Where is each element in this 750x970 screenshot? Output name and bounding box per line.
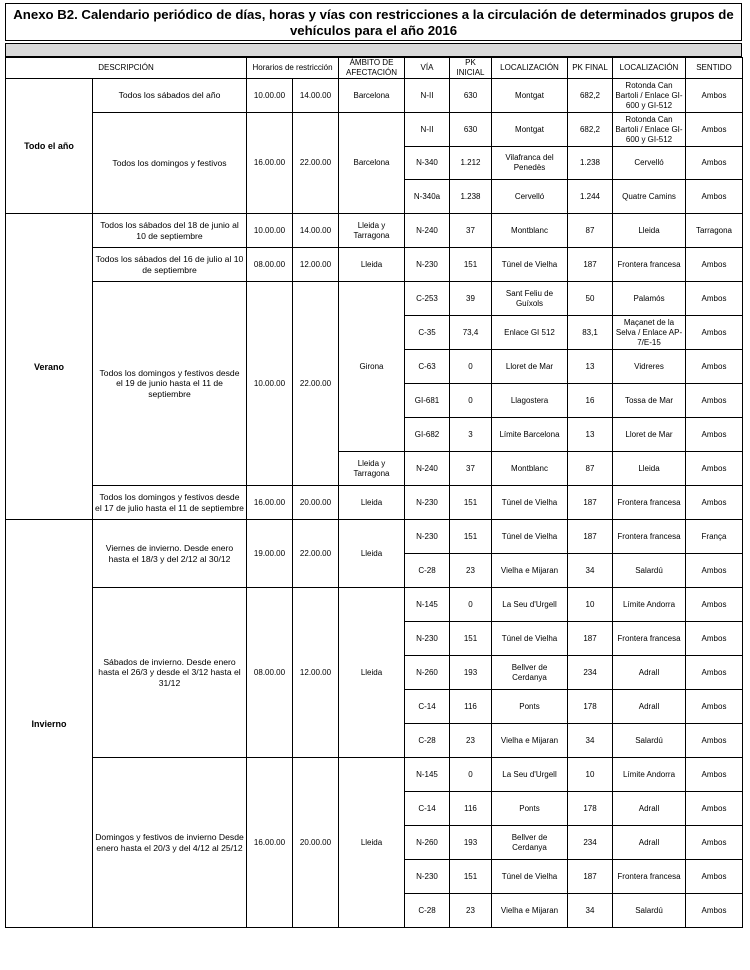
sentido-cell: Ambos bbox=[686, 486, 743, 520]
via-cell: N-230 bbox=[405, 486, 450, 520]
start-time-cell: 16.00.00 bbox=[247, 113, 293, 214]
localizacion-final-cell: Salardú bbox=[613, 554, 686, 588]
via-cell: C-28 bbox=[405, 554, 450, 588]
localizacion-final-cell: Tossa de Mar bbox=[613, 384, 686, 418]
end-time-cell: 20.00.00 bbox=[293, 758, 339, 928]
header-horarios: Horarios de restricción bbox=[247, 58, 339, 79]
document-title: Anexo B2. Calendario periódico de días, horas y vías con restricciones a la circulación de determinados grupos de vehículos para el año 2016 bbox=[5, 3, 742, 41]
localizacion-final-cell: Adrall bbox=[613, 826, 686, 860]
localizacion-inicial-cell: Enlace GI 512 bbox=[492, 316, 568, 350]
start-time-cell: 08.00.00 bbox=[247, 588, 293, 758]
sentido-cell: Ambos bbox=[686, 147, 743, 180]
start-time-cell: 19.00.00 bbox=[247, 520, 293, 588]
start-time-cell: 16.00.00 bbox=[247, 486, 293, 520]
pk-inicial-cell: 151 bbox=[450, 486, 492, 520]
pk-inicial-cell: 1.238 bbox=[450, 180, 492, 214]
sentido-cell: Ambos bbox=[686, 113, 743, 147]
localizacion-final-cell: Adrall bbox=[613, 792, 686, 826]
table-row bbox=[6, 113, 743, 147]
pk-inicial-cell: 23 bbox=[450, 554, 492, 588]
description-cell: Todos los sábados del 16 de julio al 10 de septiembre bbox=[93, 248, 247, 282]
ambito-cell: Barcelona bbox=[339, 79, 405, 113]
end-time-cell: 14.00.00 bbox=[293, 214, 339, 248]
description-cell: Todos los sábados del 18 de junio al 10 de septiembre bbox=[93, 214, 247, 248]
localizacion-final-cell: Vidreres bbox=[613, 350, 686, 384]
via-cell: C-14 bbox=[405, 690, 450, 724]
localizacion-final-cell: Adrall bbox=[613, 656, 686, 690]
localizacion-final-cell: Maçanet de la Selva / Enlace AP-7/E-15 bbox=[613, 316, 686, 350]
pk-inicial-cell: 1.212 bbox=[450, 147, 492, 180]
pk-inicial-cell: 151 bbox=[450, 860, 492, 894]
ambito-cell: Lleida y Tarragona bbox=[339, 214, 405, 248]
pk-inicial-cell: 193 bbox=[450, 656, 492, 690]
via-cell: N-340a bbox=[405, 180, 450, 214]
localizacion-inicial-cell: Sant Feliu de Guíxols bbox=[492, 282, 568, 316]
localizacion-inicial-cell: Vielha e Mijaran bbox=[492, 894, 568, 928]
localizacion-inicial-cell: Túnel de Vielha bbox=[492, 860, 568, 894]
pk-inicial-cell: 116 bbox=[450, 792, 492, 826]
via-cell: N-230 bbox=[405, 248, 450, 282]
pk-final-cell: 10 bbox=[568, 588, 613, 622]
pk-final-cell: 87 bbox=[568, 214, 613, 248]
start-time-cell: 16.00.00 bbox=[247, 758, 293, 928]
localizacion-inicial-cell: Montblanc bbox=[492, 452, 568, 486]
start-time-cell: 10.00.00 bbox=[247, 79, 293, 113]
sentido-cell: Tarragona bbox=[686, 214, 743, 248]
table-row bbox=[6, 79, 743, 113]
sentido-cell: Ambos bbox=[686, 588, 743, 622]
sentido-cell: França bbox=[686, 520, 743, 554]
pk-final-cell: 187 bbox=[568, 622, 613, 656]
sentido-cell: Ambos bbox=[686, 724, 743, 758]
pk-final-cell: 34 bbox=[568, 894, 613, 928]
via-cell: N-340 bbox=[405, 147, 450, 180]
end-time-cell: 14.00.00 bbox=[293, 79, 339, 113]
sentido-cell: Ambos bbox=[686, 622, 743, 656]
sentido-cell: Ambos bbox=[686, 248, 743, 282]
description-cell: Todos los domingos y festivos desde el 17 de julio hasta el 11 de septiembre bbox=[93, 486, 247, 520]
via-cell: N-230 bbox=[405, 520, 450, 554]
ambito-cell: Lleida bbox=[339, 520, 405, 588]
season-cell: Todo el año bbox=[6, 79, 93, 214]
localizacion-inicial-cell: La Seu d'Urgell bbox=[492, 588, 568, 622]
header-localizacion-final: LOCALIZACIÓN bbox=[613, 58, 686, 79]
localizacion-final-cell: Frontera francesa bbox=[613, 860, 686, 894]
header-via: VÍA bbox=[405, 58, 450, 79]
sentido-cell: Ambos bbox=[686, 894, 743, 928]
localizacion-inicial-cell: Lloret de Mar bbox=[492, 350, 568, 384]
sentido-cell: Ambos bbox=[686, 656, 743, 690]
end-time-cell: 22.00.00 bbox=[293, 113, 339, 214]
table-row bbox=[6, 588, 743, 622]
header-localizacion-inicial: LOCALIZACIÓN bbox=[492, 58, 568, 79]
pk-final-cell: 1.238 bbox=[568, 147, 613, 180]
table-row bbox=[6, 758, 743, 792]
ambito-cell: Lleida bbox=[339, 486, 405, 520]
localizacion-final-cell: Rotonda Can Bartoli / Enlace GI-600 y GI-512 bbox=[613, 79, 686, 113]
description-cell: Sábados de invierno. Desde enero hasta el 26/3 y desde el 3/12 hasta el 31/12 bbox=[93, 588, 247, 758]
start-time-cell: 08.00.00 bbox=[247, 248, 293, 282]
pk-final-cell: 10 bbox=[568, 758, 613, 792]
pk-final-cell: 187 bbox=[568, 860, 613, 894]
header-ambito: ÁMBITO DE AFECTACIÓN bbox=[339, 58, 405, 79]
via-cell: C-63 bbox=[405, 350, 450, 384]
sentido-cell: Ambos bbox=[686, 554, 743, 588]
via-cell: C-35 bbox=[405, 316, 450, 350]
localizacion-inicial-cell: Vielha e Mijaran bbox=[492, 554, 568, 588]
separator-bar bbox=[5, 43, 742, 57]
pk-inicial-cell: 116 bbox=[450, 690, 492, 724]
pk-inicial-cell: 630 bbox=[450, 113, 492, 147]
pk-final-cell: 1.244 bbox=[568, 180, 613, 214]
ambito-cell: Lleida y Tarragona bbox=[339, 452, 405, 486]
ambito-cell: Lleida bbox=[339, 248, 405, 282]
localizacion-final-cell: Frontera francesa bbox=[613, 520, 686, 554]
sentido-cell: Ambos bbox=[686, 860, 743, 894]
header-descripcion: DESCRIPCIÓN bbox=[6, 58, 247, 79]
localizacion-inicial-cell: Montgat bbox=[492, 113, 568, 147]
sentido-cell: Ambos bbox=[686, 282, 743, 316]
pk-inicial-cell: 23 bbox=[450, 724, 492, 758]
localizacion-final-cell: Salardú bbox=[613, 894, 686, 928]
pk-final-cell: 234 bbox=[568, 656, 613, 690]
localizacion-inicial-cell: Llagostera bbox=[492, 384, 568, 418]
table-row bbox=[6, 214, 743, 248]
ambito-cell: Girona bbox=[339, 282, 405, 452]
localizacion-final-cell: Límite Andorra bbox=[613, 588, 686, 622]
localizacion-inicial-cell: Ponts bbox=[492, 792, 568, 826]
pk-inicial-cell: 0 bbox=[450, 384, 492, 418]
localizacion-inicial-cell: Túnel de Vielha bbox=[492, 248, 568, 282]
pk-final-cell: 187 bbox=[568, 520, 613, 554]
localizacion-inicial-cell: Bellver de Cerdanya bbox=[492, 656, 568, 690]
via-cell: C-253 bbox=[405, 282, 450, 316]
sentido-cell: Ambos bbox=[686, 452, 743, 486]
localizacion-final-cell: Cervelló bbox=[613, 147, 686, 180]
localizacion-final-cell: Límite Andorra bbox=[613, 758, 686, 792]
pk-final-cell: 87 bbox=[568, 452, 613, 486]
localizacion-inicial-cell: Vilafranca del Penedès bbox=[492, 147, 568, 180]
sentido-cell: Ambos bbox=[686, 350, 743, 384]
via-cell: C-28 bbox=[405, 724, 450, 758]
localizacion-inicial-cell: Vielha e Mijaran bbox=[492, 724, 568, 758]
localizacion-final-cell: Palamós bbox=[613, 282, 686, 316]
description-cell: Todos los sábados del año bbox=[93, 79, 247, 113]
localizacion-final-cell: Lleida bbox=[613, 214, 686, 248]
pk-final-cell: 83,1 bbox=[568, 316, 613, 350]
pk-inicial-cell: 151 bbox=[450, 248, 492, 282]
via-cell: GI-681 bbox=[405, 384, 450, 418]
localizacion-final-cell: Rotonda Can Bartoli / Enlace GI-600 y GI-512 bbox=[613, 113, 686, 147]
sentido-cell: Ambos bbox=[686, 758, 743, 792]
via-cell: N-II bbox=[405, 79, 450, 113]
sentido-cell: Ambos bbox=[686, 792, 743, 826]
season-cell: Verano bbox=[6, 214, 93, 520]
sentido-cell: Ambos bbox=[686, 826, 743, 860]
pk-inicial-cell: 37 bbox=[450, 214, 492, 248]
ambito-cell: Lleida bbox=[339, 758, 405, 928]
header-pk-final: PK FINAL bbox=[568, 58, 613, 79]
localizacion-inicial-cell: Cervelló bbox=[492, 180, 568, 214]
localizacion-inicial-cell: Ponts bbox=[492, 690, 568, 724]
pk-inicial-cell: 73,4 bbox=[450, 316, 492, 350]
pk-final-cell: 234 bbox=[568, 826, 613, 860]
end-time-cell: 22.00.00 bbox=[293, 282, 339, 486]
via-cell: N-240 bbox=[405, 452, 450, 486]
end-time-cell: 20.00.00 bbox=[293, 486, 339, 520]
table-row bbox=[6, 486, 743, 520]
table-row bbox=[6, 520, 743, 554]
pk-final-cell: 682,2 bbox=[568, 79, 613, 113]
season-cell: Invierno bbox=[6, 520, 93, 928]
end-time-cell: 12.00.00 bbox=[293, 248, 339, 282]
pk-final-cell: 187 bbox=[568, 486, 613, 520]
via-cell: C-14 bbox=[405, 792, 450, 826]
start-time-cell: 10.00.00 bbox=[247, 282, 293, 486]
localizacion-final-cell: Quatre Camins bbox=[613, 180, 686, 214]
ambito-cell: Barcelona bbox=[339, 113, 405, 214]
via-cell: N-260 bbox=[405, 826, 450, 860]
table-row bbox=[6, 282, 743, 316]
sentido-cell: Ambos bbox=[686, 180, 743, 214]
pk-inicial-cell: 0 bbox=[450, 758, 492, 792]
pk-inicial-cell: 0 bbox=[450, 350, 492, 384]
table-row bbox=[6, 248, 743, 282]
via-cell: N-260 bbox=[405, 656, 450, 690]
pk-inicial-cell: 193 bbox=[450, 826, 492, 860]
description-cell: Domingos y festivos de invierno Desde enero hasta el 20/3 y del 4/12 al 25/12 bbox=[93, 758, 247, 928]
localizacion-inicial-cell: Túnel de Vielha bbox=[492, 486, 568, 520]
pk-inicial-cell: 151 bbox=[450, 622, 492, 656]
localizacion-inicial-cell: Túnel de Vielha bbox=[492, 520, 568, 554]
localizacion-final-cell: Adrall bbox=[613, 690, 686, 724]
sentido-cell: Ambos bbox=[686, 316, 743, 350]
header-sentido: SENTIDO bbox=[686, 58, 743, 79]
sentido-cell: Ambos bbox=[686, 690, 743, 724]
pk-final-cell: 50 bbox=[568, 282, 613, 316]
pk-inicial-cell: 151 bbox=[450, 520, 492, 554]
localizacion-inicial-cell: La Seu d'Urgell bbox=[492, 758, 568, 792]
localizacion-final-cell: Frontera francesa bbox=[613, 622, 686, 656]
end-time-cell: 22.00.00 bbox=[293, 520, 339, 588]
pk-final-cell: 13 bbox=[568, 350, 613, 384]
description-cell: Viernes de invierno. Desde enero hasta el 18/3 y del 2/12 al 30/12 bbox=[93, 520, 247, 588]
localizacion-inicial-cell: Montblanc bbox=[492, 214, 568, 248]
start-time-cell: 10.00.00 bbox=[247, 214, 293, 248]
sentido-cell: Ambos bbox=[686, 418, 743, 452]
pk-final-cell: 187 bbox=[568, 248, 613, 282]
ambito-cell: Lleida bbox=[339, 588, 405, 758]
via-cell: N-230 bbox=[405, 860, 450, 894]
pk-inicial-cell: 39 bbox=[450, 282, 492, 316]
localizacion-inicial-cell: Bellver de Cerdanya bbox=[492, 826, 568, 860]
sentido-cell: Ambos bbox=[686, 79, 743, 113]
localizacion-final-cell: Salardú bbox=[613, 724, 686, 758]
sentido-cell: Ambos bbox=[686, 384, 743, 418]
pk-final-cell: 13 bbox=[568, 418, 613, 452]
via-cell: N-145 bbox=[405, 758, 450, 792]
via-cell: N-240 bbox=[405, 214, 450, 248]
pk-final-cell: 178 bbox=[568, 690, 613, 724]
restriction-calendar-table bbox=[5, 57, 743, 928]
localizacion-final-cell: Frontera francesa bbox=[613, 248, 686, 282]
table-header-row bbox=[6, 58, 743, 79]
localizacion-inicial-cell: Túnel de Vielha bbox=[492, 622, 568, 656]
end-time-cell: 12.00.00 bbox=[293, 588, 339, 758]
localizacion-final-cell: Lloret de Mar bbox=[613, 418, 686, 452]
via-cell: C-28 bbox=[405, 894, 450, 928]
via-cell: GI-682 bbox=[405, 418, 450, 452]
pk-final-cell: 34 bbox=[568, 554, 613, 588]
description-cell: Todos los domingos y festivos desde el 19 de junio hasta el 11 de septiembre bbox=[93, 282, 247, 486]
pk-inicial-cell: 23 bbox=[450, 894, 492, 928]
localizacion-final-cell: Frontera francesa bbox=[613, 486, 686, 520]
pk-inicial-cell: 0 bbox=[450, 588, 492, 622]
pk-final-cell: 178 bbox=[568, 792, 613, 826]
description-cell: Todos los domingos y festivos bbox=[93, 113, 247, 214]
localizacion-inicial-cell: Montgat bbox=[492, 79, 568, 113]
localizacion-final-cell: Lleida bbox=[613, 452, 686, 486]
via-cell: N-145 bbox=[405, 588, 450, 622]
via-cell: N-II bbox=[405, 113, 450, 147]
header-pk-inicial: PK INICIAL bbox=[450, 58, 492, 79]
pk-final-cell: 682,2 bbox=[568, 113, 613, 147]
via-cell: N-230 bbox=[405, 622, 450, 656]
pk-inicial-cell: 37 bbox=[450, 452, 492, 486]
localizacion-inicial-cell: Límite Barcelona bbox=[492, 418, 568, 452]
pk-final-cell: 16 bbox=[568, 384, 613, 418]
pk-inicial-cell: 630 bbox=[450, 79, 492, 113]
pk-inicial-cell: 3 bbox=[450, 418, 492, 452]
pk-final-cell: 34 bbox=[568, 724, 613, 758]
